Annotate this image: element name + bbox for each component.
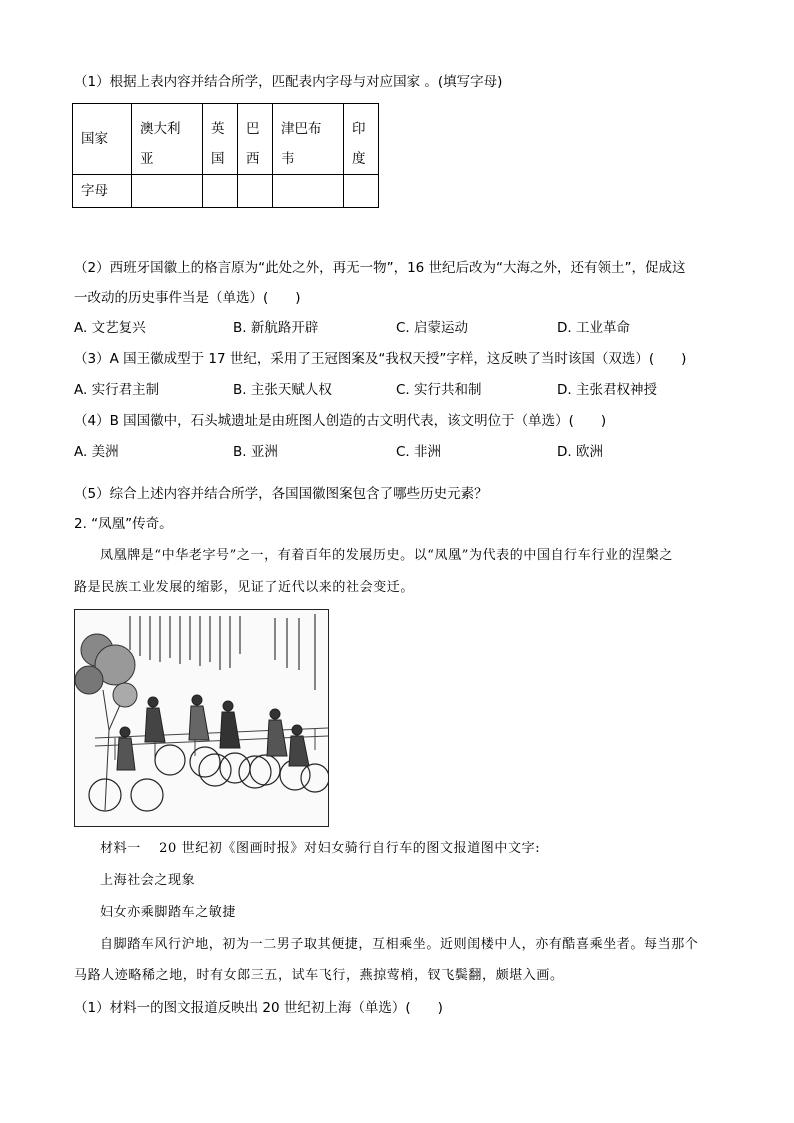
q3-option-d[interactable]: D. 主张君权神授 xyxy=(557,382,657,398)
table-answer-cell[interactable] xyxy=(238,175,273,208)
quote-line1: 上海社会之现象 xyxy=(100,873,196,888)
table-row-country xyxy=(73,104,379,175)
q4-option-b[interactable]: B. 亚洲 xyxy=(233,444,278,460)
q2-stem-line2: 一改动的历史事件当是（单选）( ) xyxy=(74,290,301,306)
q2-option-d[interactable]: D. 工业革命 xyxy=(557,320,630,336)
section2-title: 2. “凤凰”传奇。 xyxy=(74,516,173,532)
section2-intro-line1: 凤凰牌是“中华老字号”之一，有着百年的发展历史。以“凤凰”为代表的中国自行车行业的涅槃之 xyxy=(100,548,673,563)
table-row-letter xyxy=(73,175,379,208)
material-caption: 材料一 20 世纪初《图画时报》对妇女骑行自行车的图文报道图中文字: xyxy=(100,841,541,856)
table-header-label: 国家 xyxy=(73,104,132,175)
q2-stem-line1: （2）西班牙国徽上的格言原为“此处之外，再无一物”，16 世纪后改为“大海之外，还有领土”，促成这 xyxy=(74,260,686,276)
q3-stem: （3）A 国王徽成型于 17 世纪，采用了王冠图案及“我权天授”字样，这反映了当时该国（双选）( ) xyxy=(74,351,687,367)
q2-option-a[interactable]: A. 文艺复兴 xyxy=(74,320,146,336)
table-cell-country: 英 国 xyxy=(203,104,238,175)
q5-stem: （5）综合上述内容并结合所学，各国国徽图案包含了哪些历史元素？ xyxy=(74,486,488,502)
q3-option-a[interactable]: A. 实行君主制 xyxy=(74,382,160,398)
quote-line3: 自脚踏车风行沪地，初为一二男子取其便捷，互相乘坐。近则闺楼中人，亦有酷喜乘坐者。每当那个 xyxy=(100,937,699,952)
section2-q1-stem: （1）材料一的图文报道反映出 20 世纪初上海（单选）( ) xyxy=(74,1000,443,1016)
table-answer-cell[interactable] xyxy=(344,175,379,208)
q1-intro: （1）根据上表内容并结合所学，匹配表内字母与对应国家 。(填写字母) xyxy=(74,74,503,90)
q4-option-d[interactable]: D. 欧洲 xyxy=(557,444,603,460)
q4-option-a[interactable]: A. 美洲 xyxy=(74,444,119,460)
women-cycling-illustration xyxy=(74,609,329,827)
section2-intro-line2: 路是民族工业发展的缩影，见证了近代以来的社会变迁。 xyxy=(74,580,415,595)
table-answer-cell[interactable] xyxy=(203,175,238,208)
table-row-label: 字母 xyxy=(73,175,132,208)
country-letter-table xyxy=(72,103,379,208)
table-answer-cell[interactable] xyxy=(273,175,344,208)
quote-line4: 马路人迹略稀之地，时有女郎三五，试车飞行，燕掠莺梢，钗飞鬓翻，颇堪入画。 xyxy=(74,968,564,983)
q4-option-c[interactable]: C. 非洲 xyxy=(396,444,442,460)
q3-option-c[interactable]: C. 实行共和制 xyxy=(396,382,482,398)
q2-option-b[interactable]: B. 新航路开辟 xyxy=(233,320,319,336)
q4-stem: （4）B 国国徽中，石头城遗址是由班图人创造的古文明代表，该文明位于（单选）( ) xyxy=(74,413,607,429)
table-cell-country: 印 度 xyxy=(344,104,379,175)
table-answer-cell[interactable] xyxy=(132,175,203,208)
table-cell-country: 巴 西 xyxy=(238,104,273,175)
quote-line2: 妇女亦乘脚踏车之敏捷 xyxy=(100,905,237,920)
table-cell-country: 澳大利 亚 xyxy=(132,104,203,175)
q2-option-c[interactable]: C. 启蒙运动 xyxy=(396,320,469,336)
table-cell-country: 津巴布 韦 xyxy=(273,104,344,175)
q3-option-b[interactable]: B. 主张天赋人权 xyxy=(233,382,332,398)
